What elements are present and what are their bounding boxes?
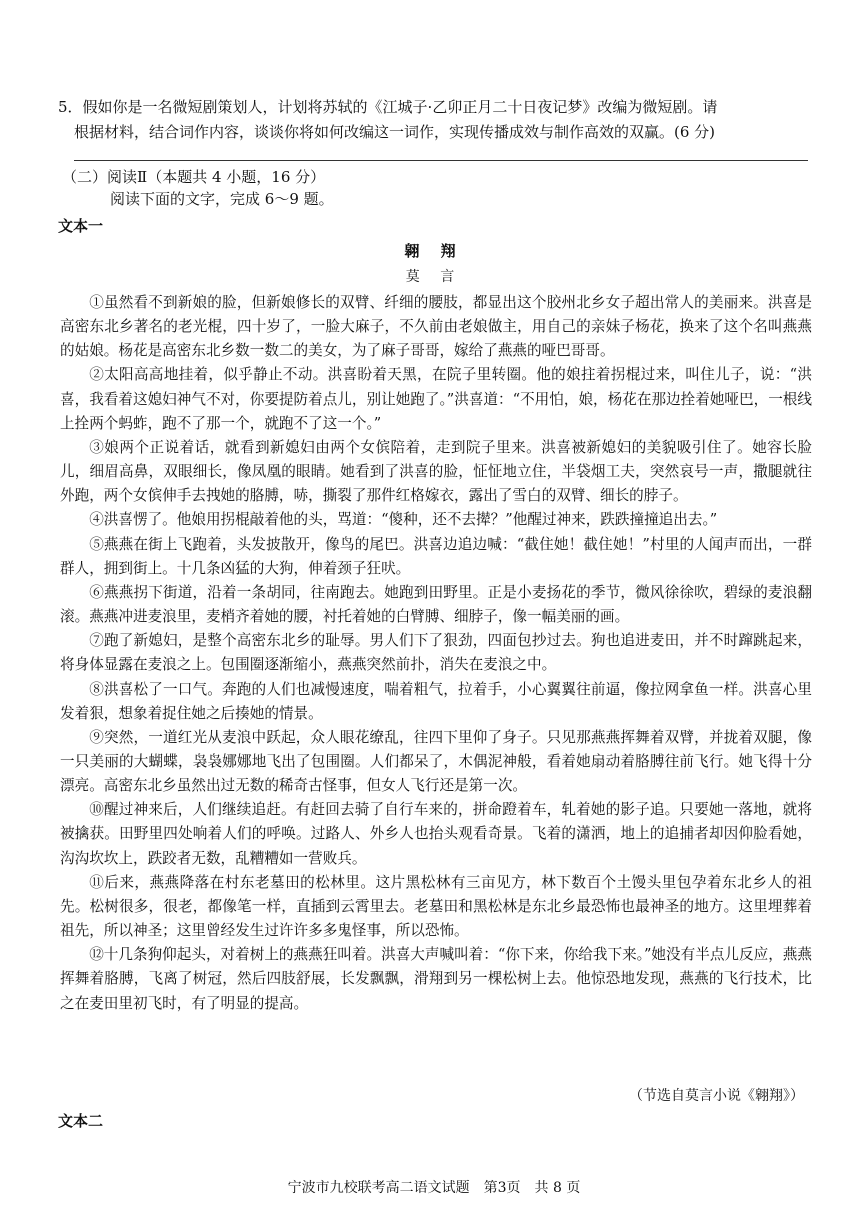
paragraph-7: ⑦跑了新媳妇，是整个高密东北乡的耻辱。男人们下了狠劲，四面包抄过去。狗也追进麦田，并不时蹿跳起来，将身体显露在麦浪之上。包围圈逐渐缩小，燕燕突然前扑，消失在麦浪之中。 — [60, 632, 812, 674]
question-5-line-2: 根据材料，结合词作内容，谈谈你将如何改编这一词作，实现传播成效与制作高效的双赢。(6 分) — [74, 123, 716, 141]
paragraph-5: ⑤燕燕在街上飞跑着，头发披散开，像鸟的尾巴。洪喜边追边喊：“截住她！截住她！”村里的人闻声而出，一群群人，拥到街上。十几条凶猛的大狗，伸着颈子狂吠。 — [60, 535, 812, 577]
paragraph-9: ⑨突然，一道红光从麦浪中跃起，众人眼花缭乱，往四下里仰了身子。只见那燕燕挥舞着双臂，并拢着双腿，像一只美丽的大蝴蝶，袅袅娜娜地飞出了包围圈。人们都呆了，木偶泥神般，看着她扇动着胳膊往前飞行。她飞得十分漂亮。高密东北乡虽然出过无数的稀奇古怪事，但女人飞行还是第一次。 — [60, 728, 812, 795]
paragraph-8: ⑧洪喜松了一口气。奔跑的人们也减慢速度，喘着粗气，拉着手，小心翼翼往前逼，像拉网拿鱼一样。洪喜心里发着狠，想象着捉住她之后揍她的情景。 — [60, 680, 812, 722]
question-5 — [58, 95, 818, 145]
article-source: （节选自莫言小说《翱翔》） — [629, 1088, 804, 1104]
section-heading: （二）阅读Ⅱ（本题共 4 小题，16 分） — [62, 168, 326, 186]
paragraph-10: ⑩醒过神来后，人们继续追赶。有赶回去骑了自行车来的，拼命蹬着车，轧着她的影子追。只要她一落地，就将被擒获。田野里四处响着人们的呼唤。过路人、外乡人也抬头观看奇景。飞着的潇洒，地上的追捕者却因仰脸看她，沟沟坎坎上，跌跤者无数，乱糟糟如一营败兵。 — [60, 801, 812, 867]
paragraph-12: ⑫十几条狗仰起头，对着树上的燕燕狂叫着。洪喜大声喊叫着：“你下来，你给我下来。”她没有半点儿反应，燕燕挥舞着胳膊，飞离了树冠，然后四肢舒展，长发飘飘，滑翔到另一棵松树上去。他惊恐地发现，燕燕的飞行技术，比之在麦田里初飞时，有了明显的提高。 — [60, 946, 812, 1012]
page-footer: 宁波市九校联考高二语文试题 第3页 共 8 页 — [287, 1180, 581, 1196]
text-two-label: 文本二 — [58, 1112, 104, 1130]
paragraph-3: ③娘两个正说着话，就看到新媳妇由两个女傧陪着，走到院子里来。洪喜被新媳妇的美貌吸引住了。她容长脸儿，细眉高鼻，双眼细长，像凤凰的眼睛。她看到了洪喜的脸，怔怔地立住，半袋烟工夫，突然哀号一声，撒腿就往外跑，两个女傧伸手去拽她的胳膊，哧，撕裂了那件红格嫁衣，露出了雪白的双臂、细长的脖子。 — [60, 438, 812, 505]
article-author: 莫 言 — [405, 269, 463, 285]
paragraph-11: ⑪后来，燕燕降落在村东老墓田的松林里。这片黑松林有三亩见方，林下数百个土馒头里包孕着东北乡人的祖先。松树很多，很老，都像笔一样，直插到云霄里去。老墓田和黑松林是东北乡最恐怖也最神圣的地方。这里埋葬着祖先，所以神圣；这里曾经发生过许许多多鬼怪事，所以恐怖。 — [60, 873, 812, 940]
section-instruction: 阅读下面的文字，完成 6～9 题。 — [110, 190, 334, 208]
paragraph-4: ④洪喜愣了。他娘用拐棍敲着他的头，骂道：“傻种，还不去撵？”他醒过神来，跌跌撞撞追出去。” — [89, 511, 718, 529]
article-title: 翱 翔 — [404, 242, 464, 260]
text-one-label: 文本一 — [58, 217, 104, 235]
paragraph-2: ②太阳高高地挂着，似乎静止不动。洪喜盼着天黑，在院子里转圈。他的娘拄着拐棍过来，叫住儿子，说：“洪喜，我看着这媳妇神气不对，你要提防着点儿，别让她跑了。”洪喜道：“不用怕，娘，杨花在那边拴着她哑巴，一根线上拴两个蚂蚱，跑不了那一个，就跑不了这一个。” — [60, 366, 812, 432]
answer-line — [74, 160, 808, 161]
article-body — [60, 291, 812, 1016]
question-5-line-1: 5．假如你是一名微短剧策划人，计划将苏轼的《江城子·乙卯正月二十日夜记梦》改编为微短剧。请 — [58, 98, 718, 116]
paragraph-1: ①虽然看不到新娘的脸，但新娘修长的双臂、纤细的腰肢，都显出这个胶州北乡女子超出常人的美丽来。洪喜是高密东北乡著名的老光棍，四十岁了，一脸大麻子，不久前由老娘做主，用自己的亲妹子杨花，换来了这个名叫燕燕的姑娘。杨花是高密东北乡数一数二的美女，为了麻子哥哥，嫁给了燕燕的哑巴哥哥。 — [60, 294, 812, 360]
paragraph-6: ⑥燕燕拐下街道，沿着一条胡同，往南跑去。她跑到田野里。正是小麦扬花的季节，微风徐徐吹，碧绿的麦浪翻滚。燕燕冲进麦浪里，麦梢齐着她的腰，衬托着她的白臂膊、细脖子，像一幅美丽的画。 — [60, 583, 812, 626]
